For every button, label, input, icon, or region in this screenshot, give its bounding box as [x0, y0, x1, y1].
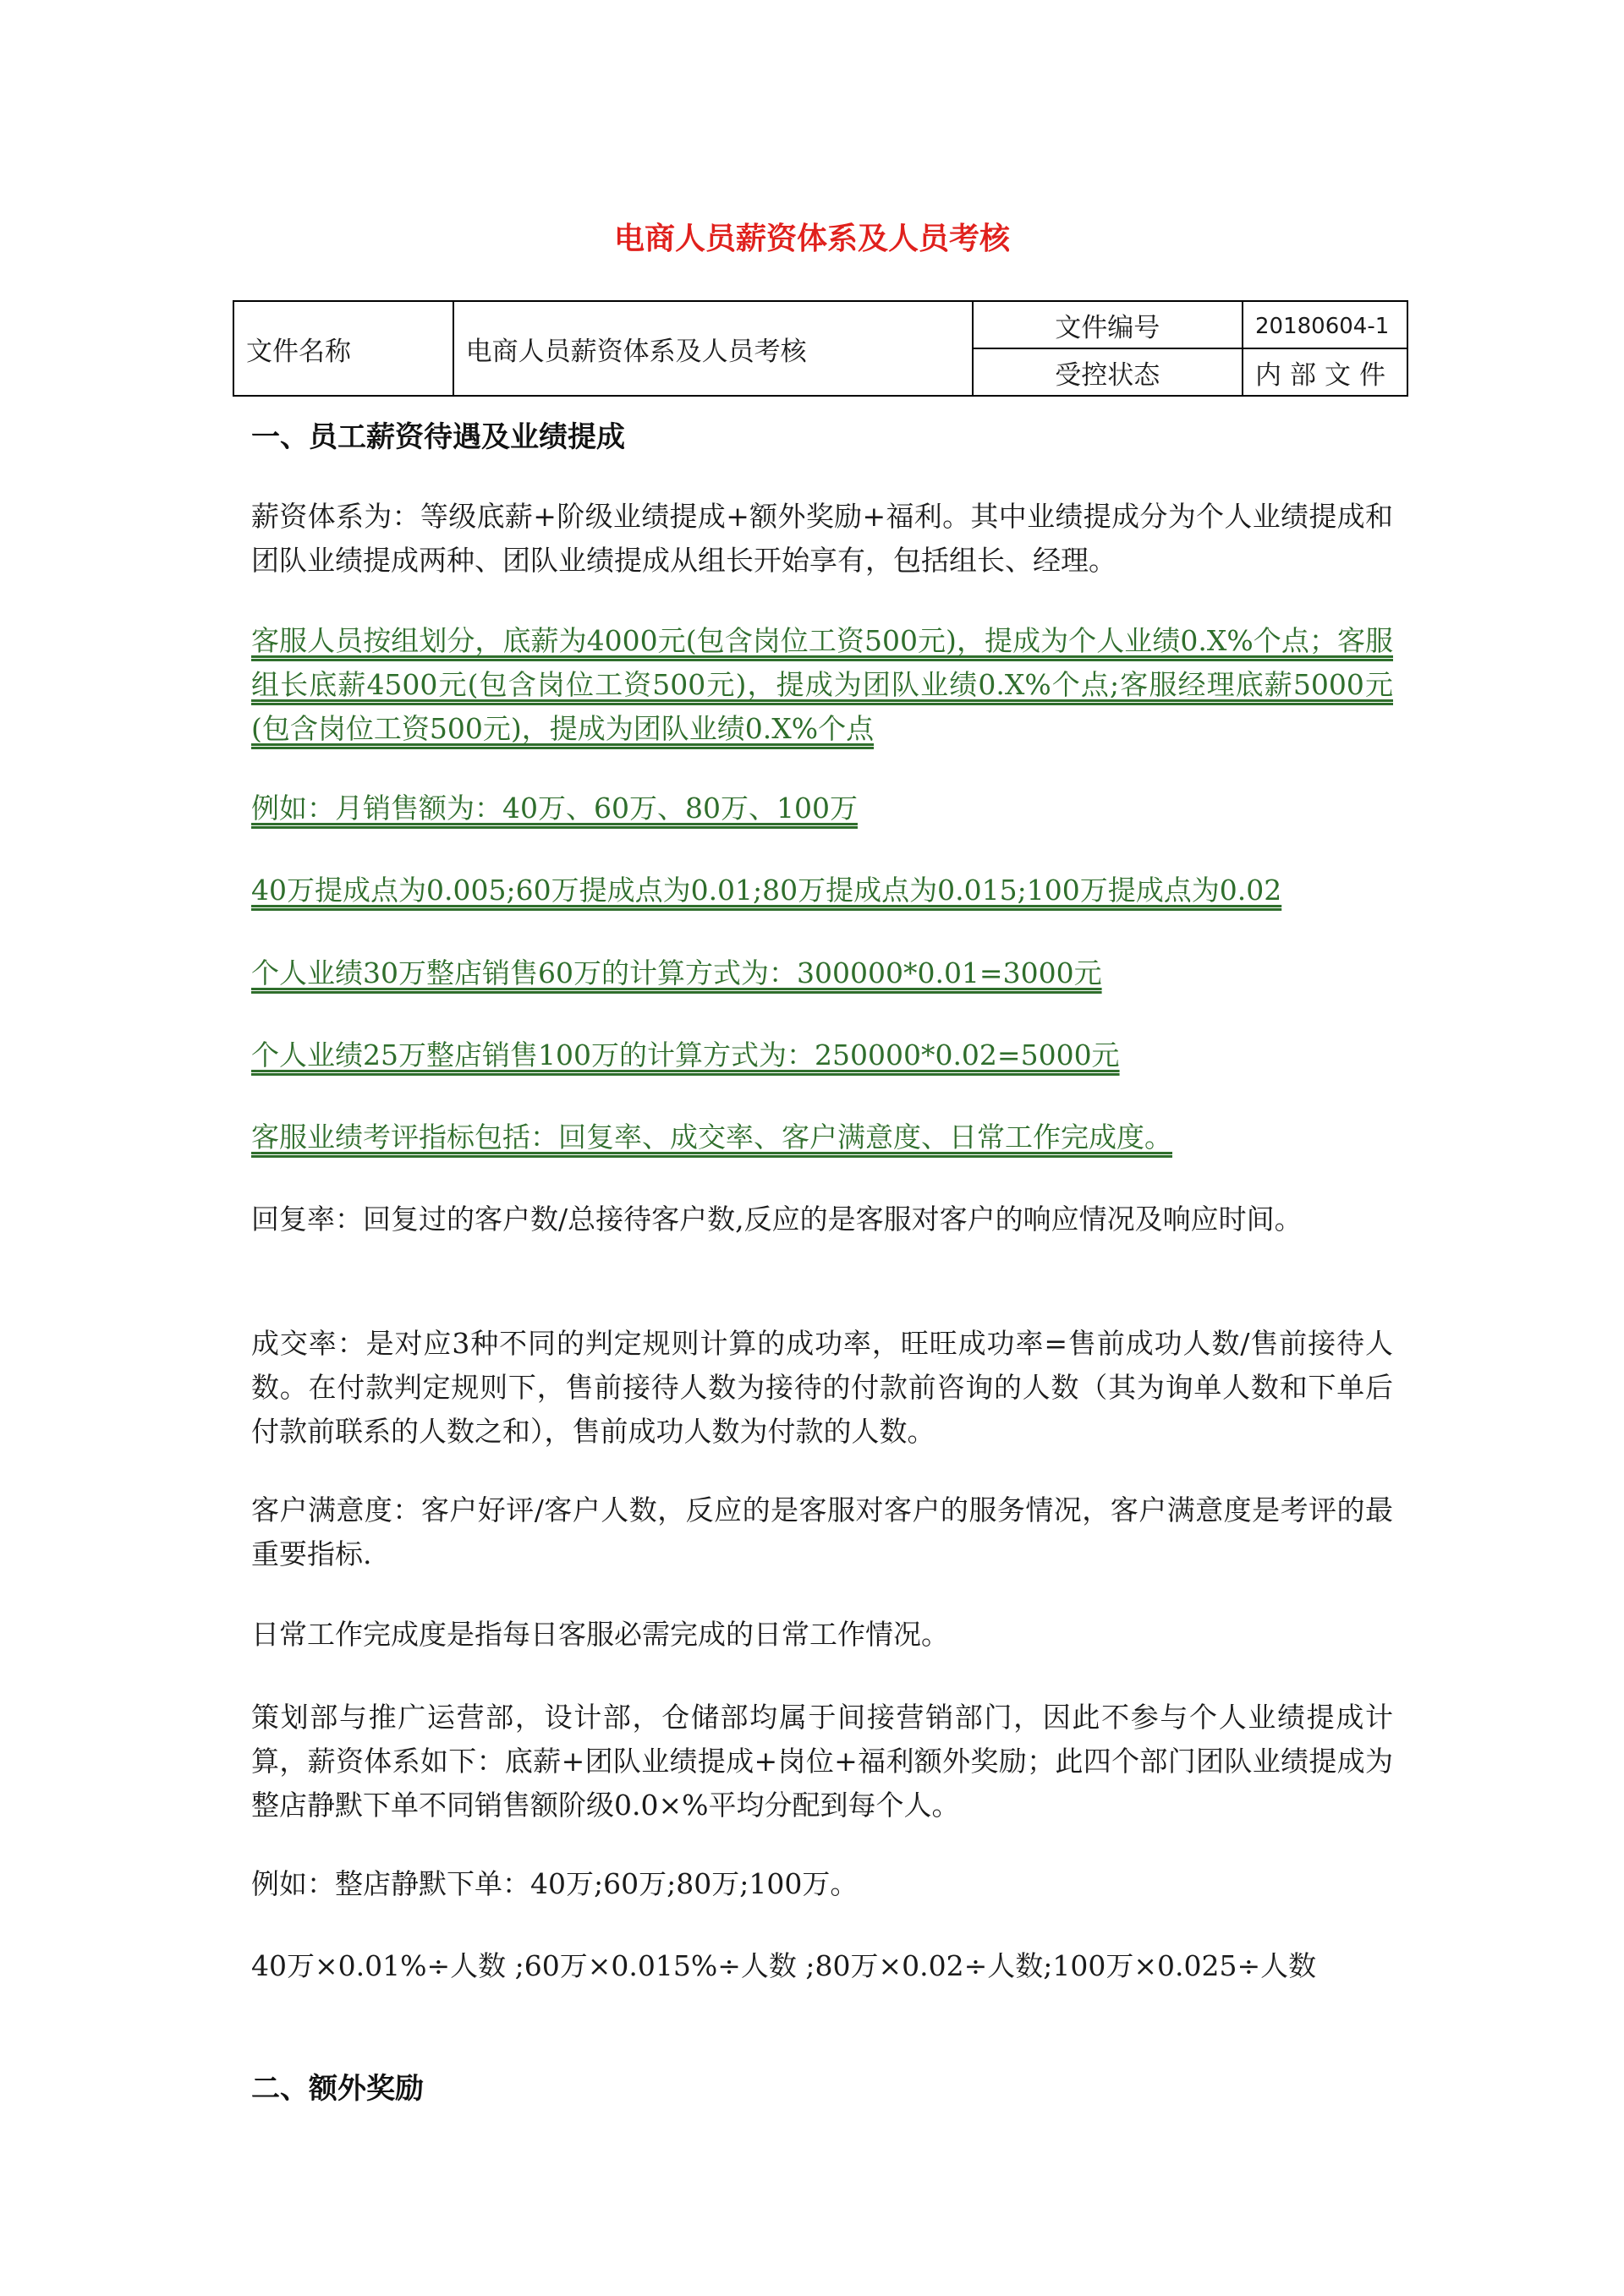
document-title: 电商人员薪资体系及人员考核: [613, 222, 1010, 256]
paragraph-reply-rate: 回复率：回复过的客户数/总接待客户数,反应的是客服对客户的响应情况及响应时间。: [251, 1203, 1303, 1236]
paragraph-example-sales-text: 例如：月销售额为：40万、60万、80万、100万: [251, 792, 858, 825]
file-name-value: 电商人员薪资体系及人员考核: [453, 301, 973, 396]
file-no-value: 20180604-1: [1255, 314, 1390, 339]
paragraph-commission-points: [251, 869, 1393, 912]
paragraph-commission-points-text: 40万提成点为0.005;60万提成点为0.01;80万提成点为0.015;100万提成点为0.02: [251, 874, 1282, 907]
paragraph-customer-service-pay: [251, 619, 1393, 751]
file-no-label: 文件编号: [973, 301, 1243, 348]
paragraph-customer-service-pay-text: 客服人员按组划分，底薪为4000元(包含岗位工资500元)，提成为个人业绩0.X%个点；客服组长底薪4500元(包含岗位工资500元)，提成为团队业绩0.X%个点;客服经理底薪5000元(包含岗位工资500元)，提成为团队业绩0.X%个点: [251, 624, 1393, 745]
file-no-cell: [1243, 301, 1407, 348]
section-heading-extra-rewards: 二、额外奖励: [251, 2072, 424, 2106]
paragraph-calc-example-2-text: 个人业绩25万整店销售100万的计算方式为：250000*0.02=5000元: [251, 1038, 1120, 1071]
paragraph-example-silent-orders: 例如：整店静默下单：40万;60万;80万;100万。: [251, 1867, 859, 1900]
paragraph-example-sales: [251, 786, 1393, 830]
paragraph-kpi-list: [251, 1115, 1393, 1159]
paragraph-calc-example-2: [251, 1033, 1393, 1077]
file-name-label: 文件名称: [233, 301, 453, 396]
paragraph-kpi-list-text: 客服业绩考评指标包括：回复率、成交率、客户满意度、日常工作完成度。: [251, 1121, 1172, 1153]
control-status-cell: [1243, 348, 1407, 396]
control-status-label: 受控状态: [973, 348, 1243, 396]
paragraph-satisfaction: 客户满意度：客户好评/客户人数，反应的是客服对客户的服务情况，客户满意度是考评的最重要指标.: [251, 1493, 1393, 1570]
paragraph-conversion-rate: 成交率：是对应3种不同的判定规则计算的成功率，旺旺成功率=售前成功人数/售前接待人数。在付款判定规则下，售前接待人数为接待的付款前咨询的人数（其为询单人数和下单后付款前联系的人数之和），售前成功人数为付款的人数。: [251, 1327, 1393, 1448]
section-heading-salary: 一、员工薪资待遇及业绩提成: [251, 420, 625, 454]
paragraph-salary-structure: 薪资体系为：等级底薪+阶级业绩提成+额外奖励+福利。其中业绩提成分为个人业绩提成和团队业绩提成两种、团队业绩提成从组长开始享有，包括组长、经理。: [251, 500, 1393, 577]
meta-row-1: [233, 301, 1407, 348]
paragraph-silent-order-calc: 40万×0.01%÷人数 ;60万×0.015%÷人数 ;80万×0.02÷人数;100万×0.025÷人数: [251, 1949, 1317, 1982]
control-status-value: 内部文件: [1255, 359, 1395, 391]
paragraph-calc-example-1-text: 个人业绩30万整店销售60万的计算方式为：300000*0.01=3000元: [251, 956, 1102, 989]
paragraph-calc-example-1: [251, 951, 1393, 995]
paragraph-indirect-departments: 策划部与推广运营部，设计部，仓储部均属于间接营销部门，因此不参与个人业绩提成计算，薪资体系如下：底薪+团队业绩提成+岗位+福利额外奖励；此四个部门团队业绩提成为整店静默下单不同销售额阶级0.0×%平均分配到每个人。: [251, 1701, 1393, 1822]
paragraph-daily-work: 日常工作完成度是指每日客服必需完成的日常工作情况。: [251, 1618, 949, 1651]
document-meta-table: [233, 300, 1408, 397]
